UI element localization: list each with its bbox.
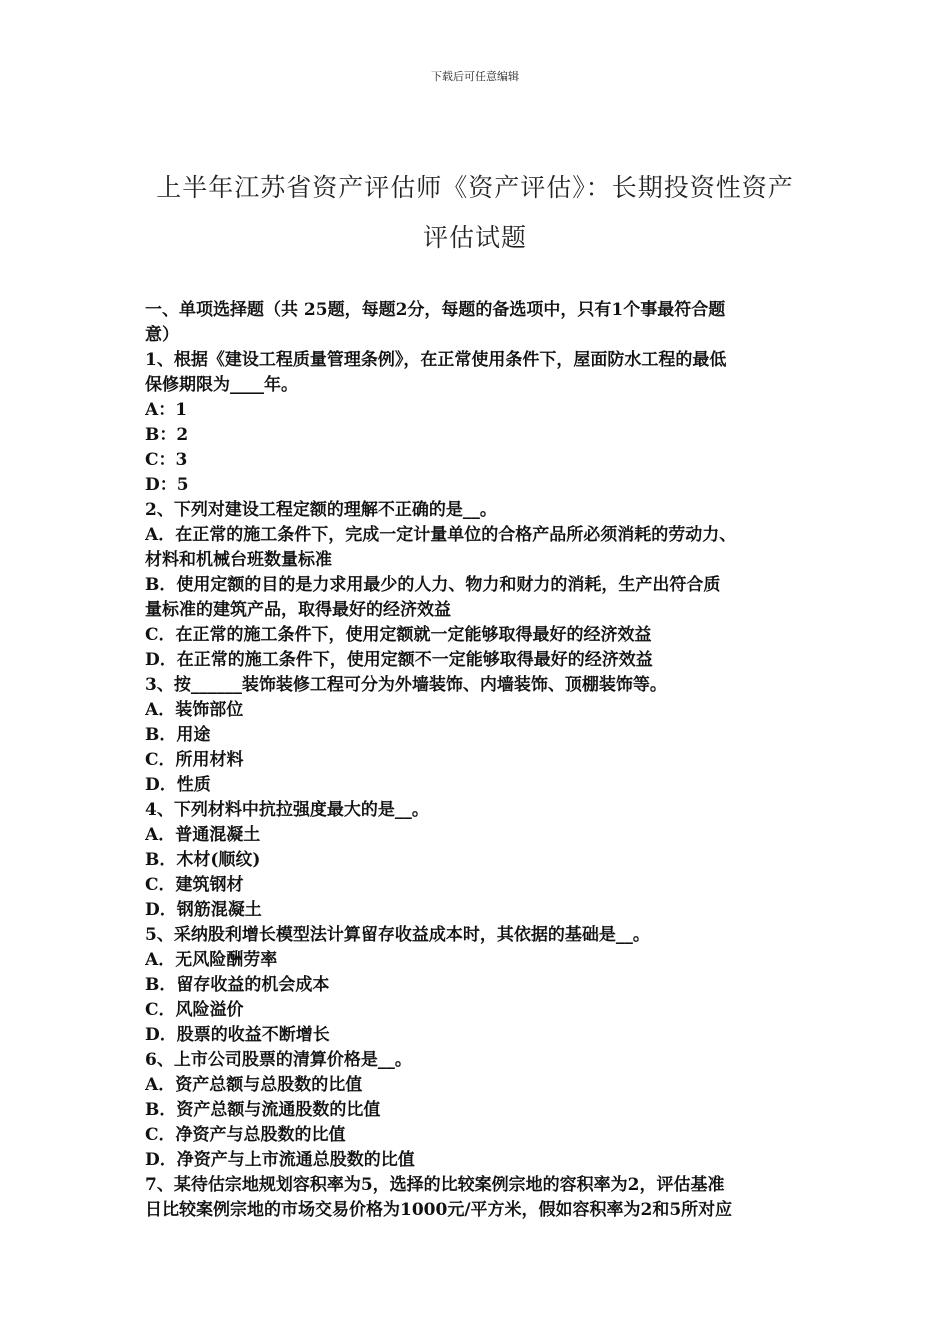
question-item — [145, 1173, 825, 1223]
answer-option: A．资产总额与总股数的比值 — [145, 1075, 363, 1095]
answer-option: D：5 — [145, 475, 189, 495]
title-line-1: 上半年江苏省资产评估师《资产评估》：长期投资性资产 — [156, 172, 794, 202]
question-item — [145, 1048, 825, 1173]
answer-option: A．装饰部位 — [145, 700, 244, 720]
answer-option: C．风险溢价 — [145, 1000, 244, 1020]
answer-option: B．木材(顺纹) — [145, 850, 261, 870]
answer-option: A．无风险酬劳率 — [145, 950, 278, 970]
question-stem: 6、上市公司股票的清算价格是__。 — [145, 1050, 412, 1070]
question-stem: 2、下列对建设工程定额的理解不正确的是__。 — [145, 500, 497, 520]
question-stem: 4、下列材料中抗拉强度最大的是__。 — [145, 800, 429, 820]
answer-option: C．所用材料 — [145, 750, 244, 770]
answer-option: A．在正常的施工条件下，完成一定计量单位的合格产品所必须消耗的劳动力、 — [145, 525, 737, 545]
question-item — [145, 798, 825, 923]
question-stem: 3、按______装饰装修工程可分为外墙装饰、内墙装饰、顶棚装饰等。 — [145, 675, 667, 695]
section-heading-continued: 意） — [145, 325, 179, 345]
answer-option: A．普通混凝土 — [145, 825, 261, 845]
answer-option: 材料和机械台班数量标准 — [145, 550, 332, 570]
answer-option: C：3 — [145, 450, 188, 470]
question-stem: 1、根据《建设工程质量管理条例》，在正常使用条件下，屋面防水工程的最低 — [145, 350, 727, 370]
answer-option: 量标准的建筑产品，取得最好的经济效益 — [145, 600, 451, 620]
answer-option: C．在正常的施工条件下，使用定额就一定能够取得最好的经济效益 — [145, 625, 652, 645]
title-line-2: 评估试题 — [422, 222, 527, 252]
question-item — [145, 498, 825, 673]
question-item — [145, 673, 825, 798]
document-title — [120, 163, 830, 263]
question-stem: 日比较案例宗地的市场交易价格为1000元/平方米，假如容积率为2和5所对应 — [145, 1200, 733, 1220]
answer-option: B：2 — [145, 425, 189, 445]
document-body — [145, 298, 825, 1223]
answer-option: D．股票的收益不断增长 — [145, 1025, 330, 1045]
answer-option: D．钢筋混凝土 — [145, 900, 262, 920]
question-item — [145, 348, 825, 498]
answer-option: B．用途 — [145, 725, 211, 745]
answer-option: A：1 — [145, 400, 188, 420]
question-item — [145, 923, 825, 1048]
question-stem: 5、采纳股利增长模型法计算留存收益成本时，其依据的基础是__。 — [145, 925, 650, 945]
question-stem: 保修期限为____年。 — [145, 375, 298, 395]
answer-option: D．净资产与上市流通总股数的比值 — [145, 1150, 415, 1170]
answer-option: C．净资产与总股数的比值 — [145, 1125, 346, 1145]
answer-option: B．资产总额与流通股数的比值 — [145, 1100, 381, 1120]
answer-option: D．在正常的施工条件下，使用定额不一定能够取得最好的经济效益 — [145, 650, 653, 670]
question-list — [145, 348, 825, 1223]
answer-option: B．使用定额的目的是力求用最少的人力、物力和财力的消耗，生产出符合质 — [145, 575, 721, 595]
question-stem: 7、某待估宗地规划容积率为5，选择的比较案例宗地的容积率为2，评估基准 — [145, 1175, 725, 1195]
answer-option: D．性质 — [145, 775, 211, 795]
page-header-note: 下载后可任意编辑 — [431, 70, 519, 83]
answer-option: C．建筑钢材 — [145, 875, 244, 895]
answer-option: B．留存收益的机会成本 — [145, 975, 330, 995]
section-heading: 一、单项选择题（共 25题，每题2分，每题的备选项中，只有1个事最符合题 — [145, 300, 726, 320]
